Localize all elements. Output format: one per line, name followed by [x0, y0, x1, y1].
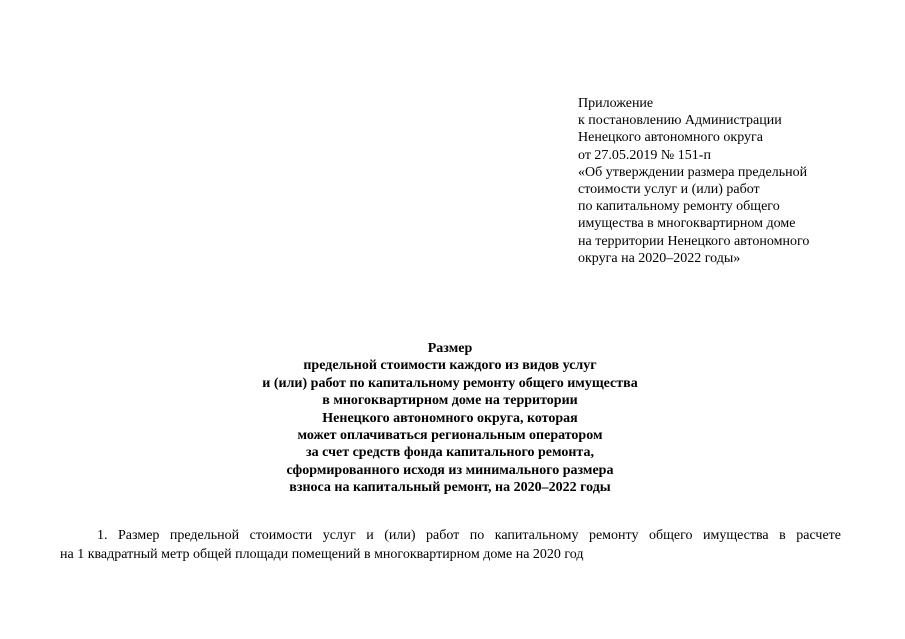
appendix-line: округа на 2020–2022 годы» — [578, 250, 741, 266]
appendix-line: Приложение — [578, 96, 654, 111]
appendix-line: Ненецкого автономного округа — [578, 130, 763, 146]
title-line: за счет средств фонда капитального ремонта, — [306, 445, 594, 461]
title-line: Размер — [427, 341, 473, 356]
appendix-line: к постановлению Администрации — [578, 113, 782, 129]
title-line: Ненецкого автономного округа, которая — [322, 410, 578, 426]
appendix-line: по капитальному ремонту общего — [578, 199, 780, 215]
appendix-block — [578, 95, 878, 267]
appendix-line: от 27.05.2019 № 151-п — [578, 147, 711, 163]
title-line: в многоквартирном доме на территории — [322, 393, 578, 409]
paragraph-1-line-2: на 1 квадратный метр общей площади помещений в многоквартирном доме на 2020 год — [60, 547, 584, 562]
title-line: предельной стоимости каждого из видов услуг — [303, 358, 597, 374]
appendix-line: «Об утверждении размера предельной — [578, 164, 808, 180]
title-line: сформированного исходя из минимального размера — [286, 462, 614, 478]
document-title — [200, 340, 700, 497]
paragraph-1 — [60, 526, 841, 564]
title-line: взноса на капитальный ремонт, на 2020–2022 годы — [289, 480, 611, 496]
title-line: может оплачиваться региональным оператором — [297, 428, 603, 444]
paragraph-1-line-1: 1. Размер предельной стоимости услуг и (или) работ по капитальному ремонту общего имущества в расчете — [97, 528, 841, 543]
appendix-line: стоимости услуг и (или) работ — [578, 182, 760, 198]
appendix-line: на территории Ненецкого автономного — [578, 233, 810, 249]
title-line: и (или) работ по капитальному ремонту общего имущества — [262, 375, 638, 391]
appendix-line: имущества в многоквартирном доме — [578, 216, 796, 232]
